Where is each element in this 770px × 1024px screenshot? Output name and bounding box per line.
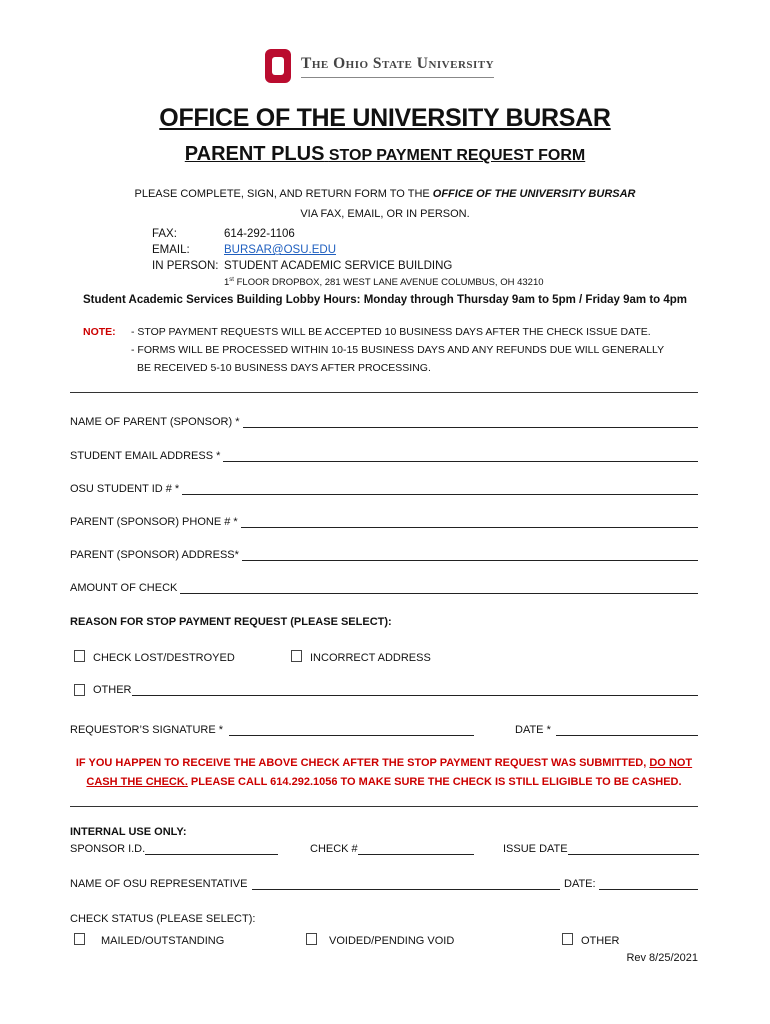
contact-in-person <box>152 260 452 272</box>
status-mailed-label: MAILED/OUTSTANDING <box>101 935 225 947</box>
email-link[interactable]: BURSAR@OSU.EDU <box>224 244 336 256</box>
parent-name-label: NAME OF PARENT (SPONSOR) * <box>70 416 240 428</box>
parent-name-input[interactable] <box>243 416 698 428</box>
student-id-field <box>70 483 698 495</box>
status-mailed-option[interactable] <box>74 933 224 947</box>
warning-part-1: IF YOU HAPPEN TO RECEIVE THE ABOVE CHECK AFTER THE STOP PAYMENT REQUEST WAS SUBMITTED, <box>75 757 650 769</box>
instructions-line-2: VIA FAX, EMAIL, OR IN PERSON. <box>300 208 470 220</box>
checkbox-icon[interactable] <box>291 650 302 662</box>
fax-label: FAX: <box>152 228 177 240</box>
issue-date-field <box>503 843 699 855</box>
status-other-label: OTHER <box>581 935 620 947</box>
status-voided-option[interactable] <box>306 933 454 947</box>
reason-other-option[interactable] <box>74 684 698 696</box>
status-voided-label: VOIDED/PENDING VOID <box>329 935 455 947</box>
rep-name-label: NAME OF OSU REPRESENTATIVE <box>70 878 248 890</box>
form-subtitle <box>0 143 770 166</box>
checkbox-icon[interactable] <box>306 933 317 945</box>
rep-name-input[interactable] <box>252 878 560 890</box>
dropbox-address <box>224 277 544 288</box>
subtitle-small: STOP PAYMENT REQUEST FORM <box>328 147 586 164</box>
issue-date-label: ISSUE DATE <box>503 843 568 855</box>
student-id-input[interactable] <box>182 483 698 495</box>
parent-name-field <box>70 416 698 428</box>
warning-message <box>60 754 708 792</box>
amount-field <box>70 582 698 594</box>
note-line-3: BE RECEIVED 5-10 BUSINESS DAYS AFTER PROCESSING. <box>137 362 431 374</box>
signature-field <box>70 724 474 736</box>
checkbox-icon[interactable] <box>74 650 85 662</box>
checkbox-icon[interactable] <box>562 933 573 945</box>
rep-date-label: DATE: <box>564 878 596 890</box>
parent-phone-label: PARENT (SPONSOR) PHONE # * <box>70 516 238 528</box>
reason-heading: REASON FOR STOP PAYMENT REQUEST (PLEASE SELECT): <box>70 616 392 628</box>
status-other-option[interactable] <box>562 933 620 947</box>
reason-address-option[interactable] <box>291 650 431 664</box>
instructions-line-1 <box>0 188 770 200</box>
reason-address-label: INCORRECT ADDRESS <box>310 652 431 664</box>
internal-heading: INTERNAL USE ONLY: <box>70 826 187 838</box>
lobby-hours: Student Academic Services Building Lobby Hours: Monday through Thursday 9am to 5pm / Friday 9am to 4pm <box>82 294 688 306</box>
sponsor-id-label: SPONSOR I.D. <box>70 843 146 855</box>
email-label: EMAIL: <box>152 244 190 256</box>
amount-input[interactable] <box>180 582 698 594</box>
rep-date-field <box>564 878 698 890</box>
divider <box>70 392 698 393</box>
date-label: DATE * <box>515 724 551 736</box>
warning-part-3: PLEASE CALL 614.292.1056 TO MAKE SURE THE CHECK IS STILL ELIGIBLE TO BE CASHED. <box>187 776 682 788</box>
issue-date-input[interactable] <box>568 843 699 855</box>
revision-date: Rev 8/25/2021 <box>626 952 698 964</box>
signature-label: REQUESTOR’S SIGNATURE * <box>70 724 224 736</box>
rep-date-input[interactable] <box>599 878 698 890</box>
student-email-field <box>70 450 698 462</box>
reason-lost-label: CHECK LOST/DESTROYED <box>93 652 235 664</box>
sponsor-id-input[interactable] <box>145 843 278 855</box>
in-person-value: STUDENT ACADEMIC SERVICE BUILDING <box>224 260 453 272</box>
block-o-logo-icon <box>265 49 291 83</box>
university-name: The Ohio State University <box>301 55 494 78</box>
status-heading: CHECK STATUS (PLEASE SELECT): <box>70 913 256 925</box>
check-number-field <box>310 843 474 855</box>
rep-name-field <box>70 878 560 890</box>
signature-input[interactable] <box>229 724 474 736</box>
note-label: NOTE: <box>83 326 116 338</box>
instructions-text: PLEASE COMPLETE, SIGN, AND RETURN FORM TO THE <box>134 188 433 200</box>
reason-lost-option[interactable] <box>74 650 235 664</box>
student-email-label: STUDENT EMAIL ADDRESS * <box>70 450 221 462</box>
page-title: OFFICE OF THE UNIVERSITY BURSAR <box>159 104 611 132</box>
parent-address-label: PARENT (SPONSOR) ADDRESS* <box>70 549 239 561</box>
parent-phone-field <box>70 516 698 528</box>
warning-do-not-cash: DO NOT CASH THE CHECK. <box>86 757 693 788</box>
note-line-2: - FORMS WILL BE PROCESSED WITHIN 10-15 BUSINESS DAYS AND ANY REFUNDS DUE WILL GENERALLY <box>131 344 665 356</box>
reason-other-input[interactable] <box>132 684 699 696</box>
subtitle-big: PARENT PLUS <box>184 143 325 165</box>
address-sup: st <box>229 277 234 283</box>
check-number-label: CHECK # <box>310 843 358 855</box>
note-block <box>83 323 664 377</box>
contact-email <box>152 244 336 256</box>
contact-fax <box>152 228 295 240</box>
university-logo <box>265 49 494 83</box>
instructions-office: OFFICE OF THE UNIVERSITY BURSAR <box>432 188 636 200</box>
checkbox-icon[interactable] <box>74 684 85 696</box>
reason-other-label: OTHER <box>93 684 132 696</box>
in-person-label: IN PERSON: <box>152 260 219 272</box>
parent-address-field <box>70 549 698 561</box>
sponsor-id-field <box>70 843 278 855</box>
parent-phone-input[interactable] <box>241 516 698 528</box>
student-id-label: OSU STUDENT ID # * <box>70 483 180 495</box>
divider <box>70 806 698 807</box>
check-number-input[interactable] <box>358 843 474 855</box>
date-input[interactable] <box>556 724 698 736</box>
parent-address-input[interactable] <box>242 549 698 561</box>
checkbox-icon[interactable] <box>74 933 85 945</box>
student-email-input[interactable] <box>223 450 698 462</box>
note-line-1: - STOP PAYMENT REQUESTS WILL BE ACCEPTED 10 BUSINESS DAYS AFTER THE CHECK ISSUE DATE. <box>131 326 651 338</box>
address-floor: 1 <box>224 277 230 289</box>
date-field <box>515 724 698 736</box>
amount-label: AMOUNT OF CHECK <box>70 582 178 594</box>
fax-value: 614-292-1106 <box>224 228 295 240</box>
address-rest: FLOOR DROPBOX, 281 WEST LANE AVENUE COLUMBUS, OH 43210 <box>233 277 544 289</box>
